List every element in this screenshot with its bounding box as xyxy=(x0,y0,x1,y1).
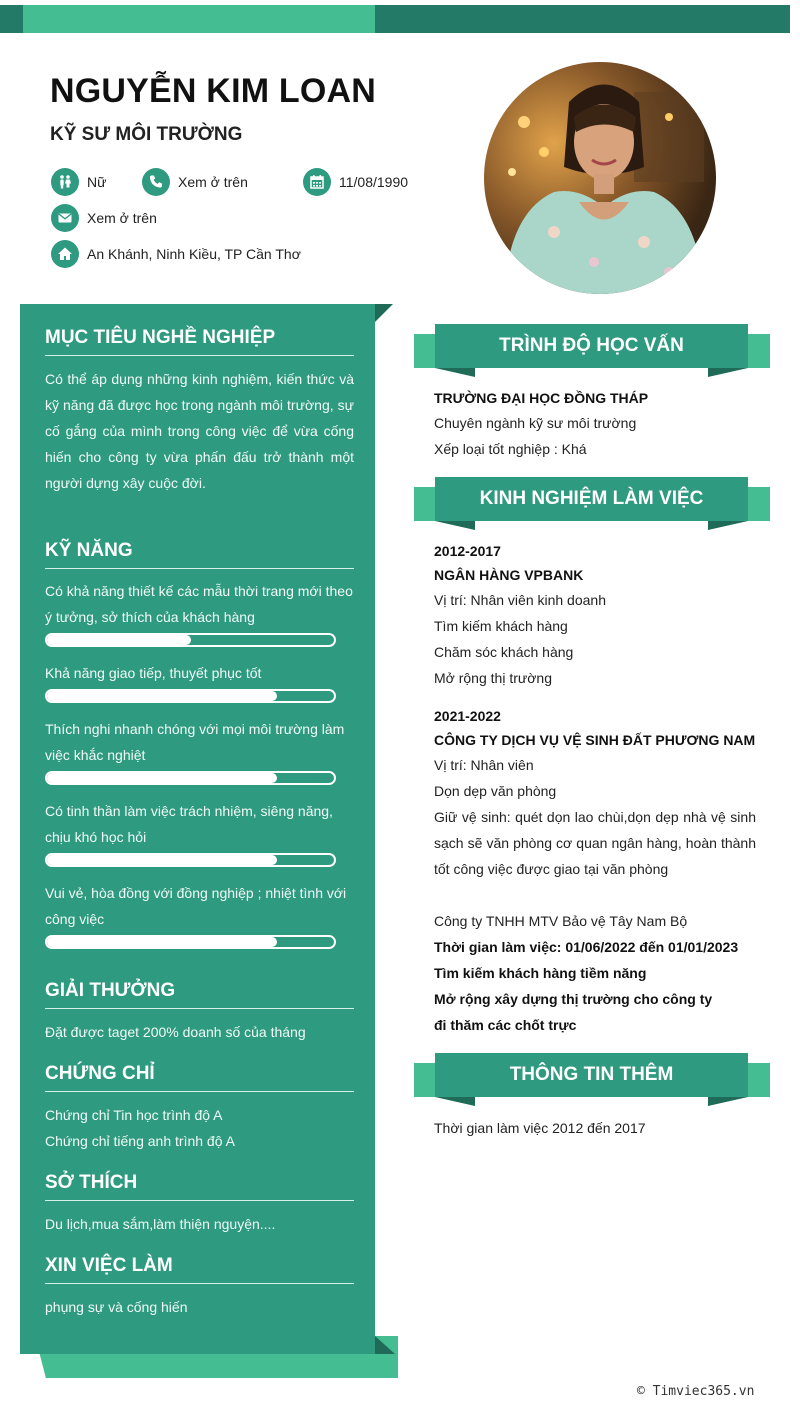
hobbies-text: Du lịch,mua sắm,làm thiện nguyện.... xyxy=(45,1216,276,1232)
job-period: 2012-2017 xyxy=(434,543,501,559)
education-major: Chuyên ngành kỹ sư môi trường xyxy=(434,415,637,431)
extra-text: Thời gian làm việc 2012 đến 2017 xyxy=(434,1120,646,1136)
job-company: Công ty TNHH MTV Bảo vệ Tây Nam Bộ xyxy=(434,913,688,929)
phone-value: Xem ở trên xyxy=(178,174,248,190)
job-title: KỸ SƯ MÔI TRƯỜNG xyxy=(50,124,243,145)
ribbon-fold-right xyxy=(708,1097,748,1106)
certificate-item: Chứng chỉ tiếng anh trình độ A xyxy=(45,1133,235,1149)
education-school: TRƯỜNG ĐẠI HỌC ĐỒNG THÁP xyxy=(434,390,649,406)
skill-bar-fill xyxy=(47,855,277,865)
footer-credit: © Timviec365.vn xyxy=(637,1384,755,1399)
skill-text: Thích nghi nhanh chóng với mọi môi trường làm việc khắc nghiệt xyxy=(45,721,345,763)
left-panel-fold-top xyxy=(375,304,393,322)
contact-email xyxy=(51,204,157,232)
extra-ribbon xyxy=(414,1053,770,1109)
skill-bar-fill xyxy=(47,635,191,645)
hobbies-title: SỞ THÍCH xyxy=(45,1172,354,1201)
awards-title: GIẢI THƯỞNG xyxy=(45,980,354,1009)
birthdate-value: 11/08/1990 xyxy=(339,174,409,190)
ribbon-fold-right xyxy=(708,368,748,377)
profile-photo xyxy=(484,62,716,294)
skill-bar xyxy=(45,689,336,703)
certificates-title: CHỨNG CHỈ xyxy=(45,1063,354,1092)
ribbon-fold-left xyxy=(435,368,475,377)
job-line: Mở rộng xây dựng thị trường cho công ty xyxy=(434,991,713,1007)
job-line: Vị trí: Nhân viên xyxy=(434,757,534,773)
contact-address xyxy=(51,240,301,268)
home-icon xyxy=(51,240,79,268)
awards-text: Đặt được taget 200% doanh số của tháng xyxy=(45,1024,306,1040)
ribbon-fold-left xyxy=(435,1097,475,1106)
ribbon-fold-left xyxy=(435,521,475,530)
contact-phone xyxy=(142,168,248,196)
left-panel-fold-bottom xyxy=(375,1336,395,1354)
job-line: Dọn dẹp văn phòng xyxy=(434,783,557,799)
apply-title: XIN VIỆC LÀM xyxy=(45,1255,354,1284)
skill-text: Có khả năng thiết kế các mẫu thời trang mới theo ý tưởng, sở thích của khách hàng xyxy=(45,583,353,625)
address-value: An Khánh, Ninh Kiều, TP Cần Thơ xyxy=(87,246,301,262)
skill-bar-fill xyxy=(47,773,277,783)
objective-title: MỤC TIÊU NGHỀ NGHIỆP xyxy=(45,327,354,356)
objective-text: Có thể áp dụng những kinh nghiệm, kiến thức và kỹ năng đã được học trong ngành môi trường, sự cố gắng của mình trong công việc để vừa cống hiến cho công ty vừa phấn đấu trở thành một người dựng xây cuộc đời. xyxy=(45,371,354,491)
skill-bar xyxy=(45,935,336,949)
email-icon xyxy=(51,204,79,232)
job-line: đi thăm các chốt trực xyxy=(434,1017,577,1033)
top-bar-accent xyxy=(23,5,375,33)
job-company: NGÂN HÀNG VPBANK xyxy=(434,567,584,583)
skill-bar xyxy=(45,771,336,785)
skill-bar xyxy=(45,853,336,867)
job-detail: Giữ vệ sinh: quét dọn lao chùi,dọn dẹp nhà vệ sinh sạch sẽ văn phòng cơ quan ngân hàng, hoàn thành tốt công việc được giao tại văn phòng xyxy=(434,809,756,877)
experience-ribbon xyxy=(414,477,770,533)
contact-birthdate xyxy=(303,168,408,196)
gender-icon xyxy=(51,168,79,196)
education-title: TRÌNH ĐỘ HỌC VẤN xyxy=(435,324,748,368)
job-period: 2021-2022 xyxy=(434,708,501,724)
contact-gender xyxy=(51,168,106,196)
job-line: Mở rộng thị trường xyxy=(434,670,552,686)
phone-icon xyxy=(142,168,170,196)
job-line: Tìm kiếm khách hàng tiềm năng xyxy=(434,965,647,981)
education-ribbon xyxy=(414,324,770,380)
skill-bar xyxy=(45,633,336,647)
ribbon-fold-right xyxy=(708,521,748,530)
certificate-item: Chứng chỉ Tin học trình độ A xyxy=(45,1107,223,1123)
skill-text: Khả năng giao tiếp, thuyết phục tốt xyxy=(45,665,262,681)
skill-bar-fill xyxy=(47,937,277,947)
job-line: Vị trí: Nhân viên kinh doanh xyxy=(434,592,606,608)
skill-text: Có tinh thần làm việc trách nhiệm, siêng năng, chịu khó học hỏi xyxy=(45,803,333,845)
email-value: Xem ở trên xyxy=(87,210,157,226)
gender-value: Nữ xyxy=(87,174,107,190)
job-line: Tìm kiếm khách hàng xyxy=(434,618,568,634)
calendar-icon xyxy=(303,168,331,196)
experience-title: KINH NGHIỆM LÀM VIỆC xyxy=(435,477,748,521)
job-company: CÔNG TY DỊCH VỤ VỆ SINH ĐẤT PHƯƠNG NAM xyxy=(434,732,756,748)
candidate-name: NGUYỄN KIM LOAN xyxy=(50,72,376,110)
extra-title: THÔNG TIN THÊM xyxy=(435,1053,748,1097)
education-grade: Xếp loại tốt nghiệp : Khá xyxy=(434,441,587,457)
skills-title: KỸ NĂNG xyxy=(45,540,354,569)
skill-text: Vui vẻ, hòa đồng với đồng nghiệp ; nhiệt tình với công việc xyxy=(45,885,347,927)
skill-bar-fill xyxy=(47,691,277,701)
job-line: Chăm sóc khách hàng xyxy=(434,644,574,660)
job-line: Thời gian làm việc: 01/06/2022 đến 01/01/2023 xyxy=(434,939,739,955)
apply-text: phụng sự và cống hiến xyxy=(45,1299,188,1315)
